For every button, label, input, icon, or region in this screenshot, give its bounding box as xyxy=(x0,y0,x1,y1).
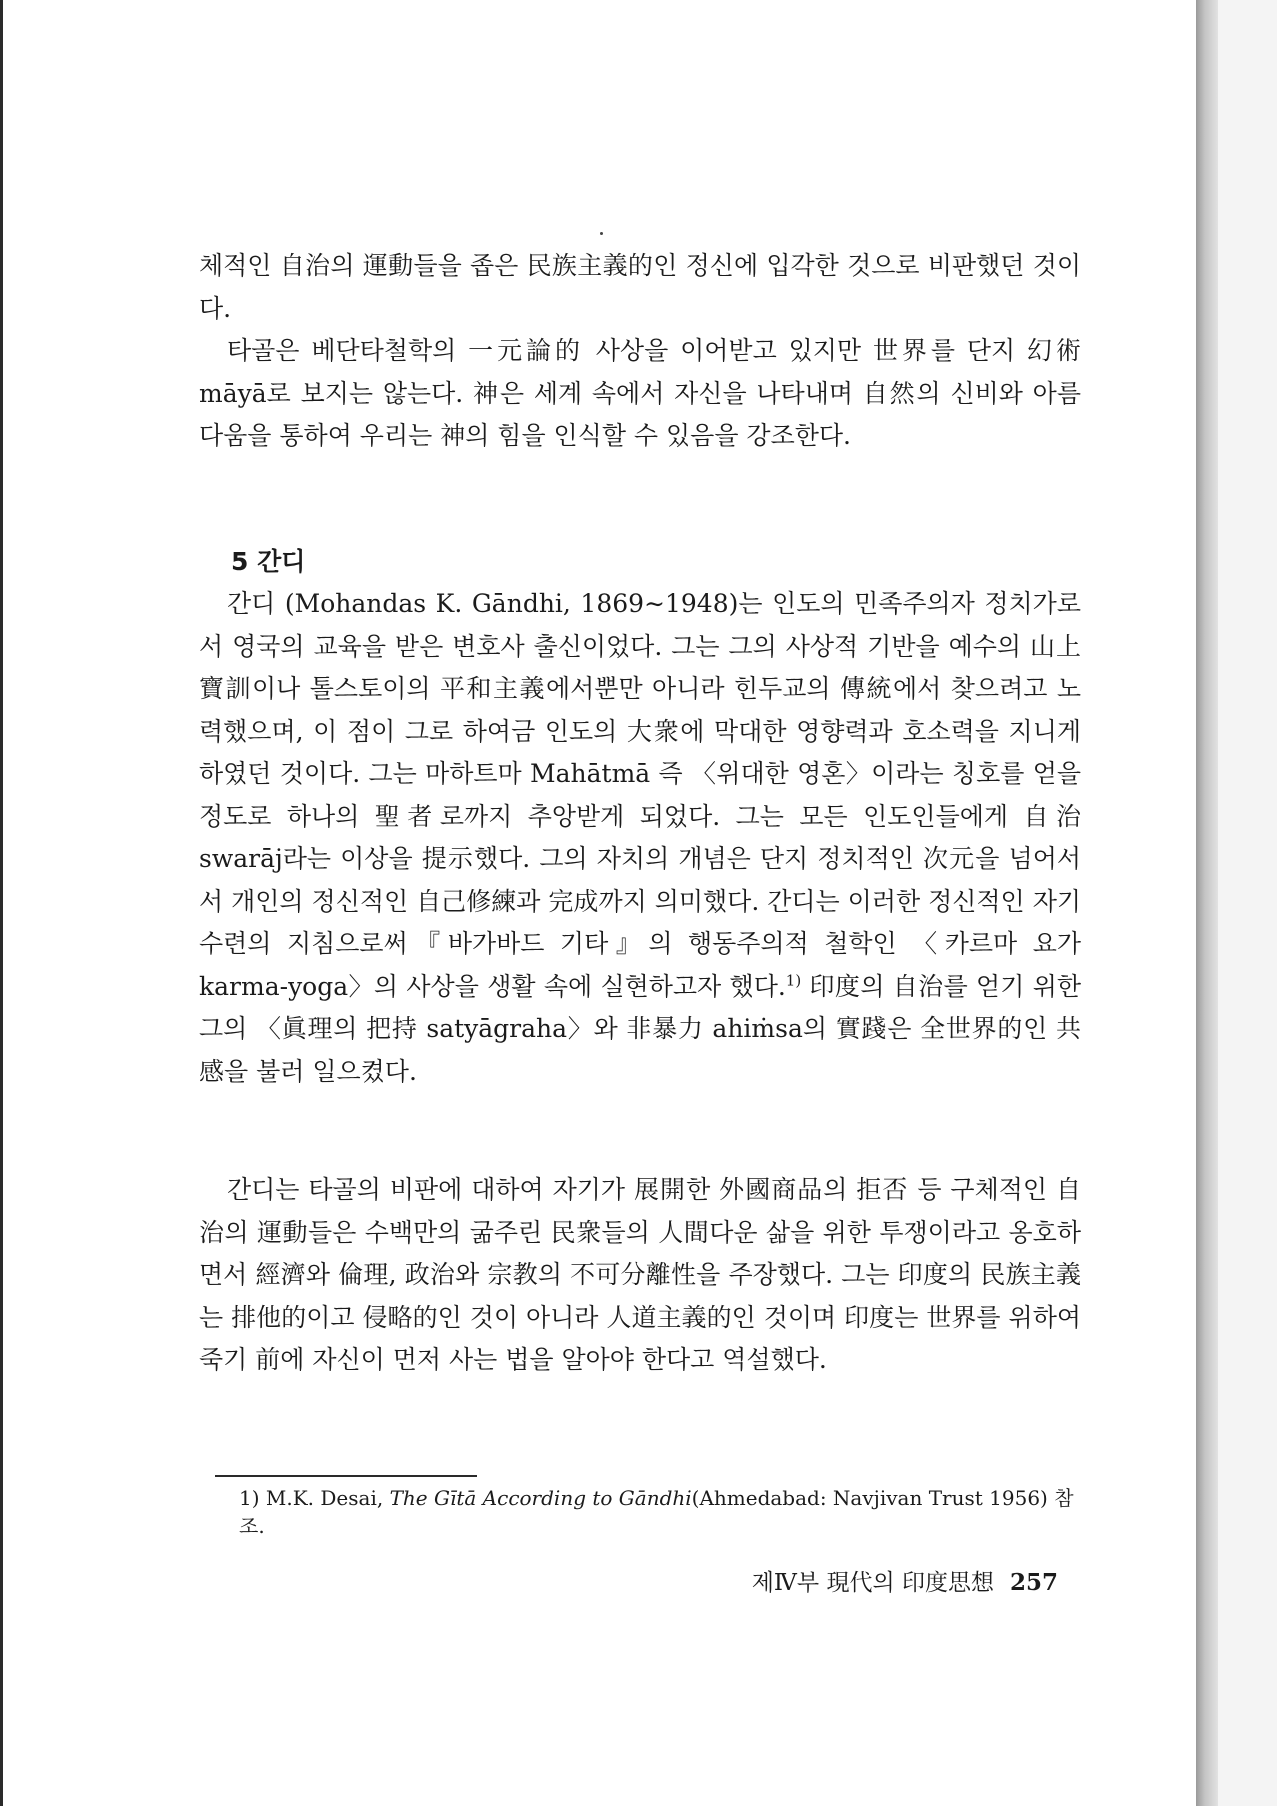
footnote-reference[interactable]: 1) xyxy=(785,971,802,990)
paragraph-gandhi-tail: 印度의 自治를 얻기 위한 그의 〈眞理의 把持 satyāgraha〉와 非暴力 ahiṁsa의 實踐은 全世界的인 共感을 불러 일으켰다. xyxy=(199,971,1081,1086)
running-title: 제Ⅳ부 現代의 印度思想 xyxy=(751,1570,994,1596)
footnote-marker: 1) xyxy=(239,1486,260,1510)
footnote-book-title: The Gītā According to Gāndhi xyxy=(389,1486,692,1510)
page-background-margin xyxy=(1218,0,1277,1806)
footnote xyxy=(239,1484,1081,1540)
scan-speck xyxy=(600,232,603,235)
paragraph-gandhi-intro xyxy=(199,583,1081,1093)
footnote-divider xyxy=(215,1475,477,1477)
footnote-publication: (Ahmedabad: Navjivan Trust 1956) 참조. xyxy=(239,1486,1074,1538)
paragraph-gandhi-text: 간디 (Mohandas K. Gāndhi, 1869∼1948)는 인도의 민족주의자 정치가로서 영국의 교육을 받은 변호사 출신이었다. 그는 그의 사상적 기반을 예수의 山上寶訓이나 톨스토이의 平和主義에서뿐만 아니라 힌두교의 傳統에서 찾으려고 노력했으며, 이 점이 그로 하여금 인도의 大衆에 막대한 영향력과 호소력을 지니게 하였던 것이다. 그는 마하트마 Mahātmā 즉 〈위대한 영혼〉이라는 칭호를 얻을 정도로 하나의 聖者로까지 추앙받게 되었다. 그는 모든 인도인들에게 自治 swarāj라는 이상을 提示했다. 그의 자치의 개념은 단지 정치적인 次元을 넘어서서 개인의 정신적인 自己修練과 完成까지 의미했다. 간디는 이러한 정신적인 자기수련의 지침으로써『바가바드 기타』의 행동주의적 철학인 〈카르마 요가 karma-yoga〉의 사상을 생활 속에 실현하고자 했다. xyxy=(199,589,1081,1001)
section-heading: 5 간디 xyxy=(231,547,306,576)
paragraph-gandhi-reply: 간디는 타골의 비판에 대하여 자기가 展開한 外國商品의 拒否 등 구체적인 自治의 運動들은 수백만의 굶주린 民衆들의 人間다운 삶을 위한 투쟁이라고 옹호하면서 經濟와 倫理, 政治와 宗教의 不可分離性을 주장했다. 그는 印度의 民族主義는 排他的이고 侵略的인 것이 아니라 人道主義的인 것이며 印度는 世界를 위하여 죽기 前에 자신이 먼저 사는 법을 알아야 한다고 역설했다. xyxy=(199,1175,1081,1374)
page-edge-shadow xyxy=(1196,0,1218,1806)
footnote-author: M.K. Desai, xyxy=(265,1486,384,1510)
paragraph-continued: 체적인 自治의 運動들을 좁은 民族主義的인 정신에 입각한 것으로 비판했던 것이다. xyxy=(199,251,1081,323)
running-footer xyxy=(752,1568,1058,1598)
page-number: 257 xyxy=(1009,1569,1058,1596)
paragraph-tagore: 타골은 베단타철학의 一元論的 사상을 이어받고 있지만 世界를 단지 幻術 māyā로 보지는 않는다. 神은 세계 속에서 자신을 나타내며 自然의 신비와 아름다움을 통하여 우리는 神의 힘을 인식할 수 있음을 강조한다. xyxy=(199,336,1081,450)
